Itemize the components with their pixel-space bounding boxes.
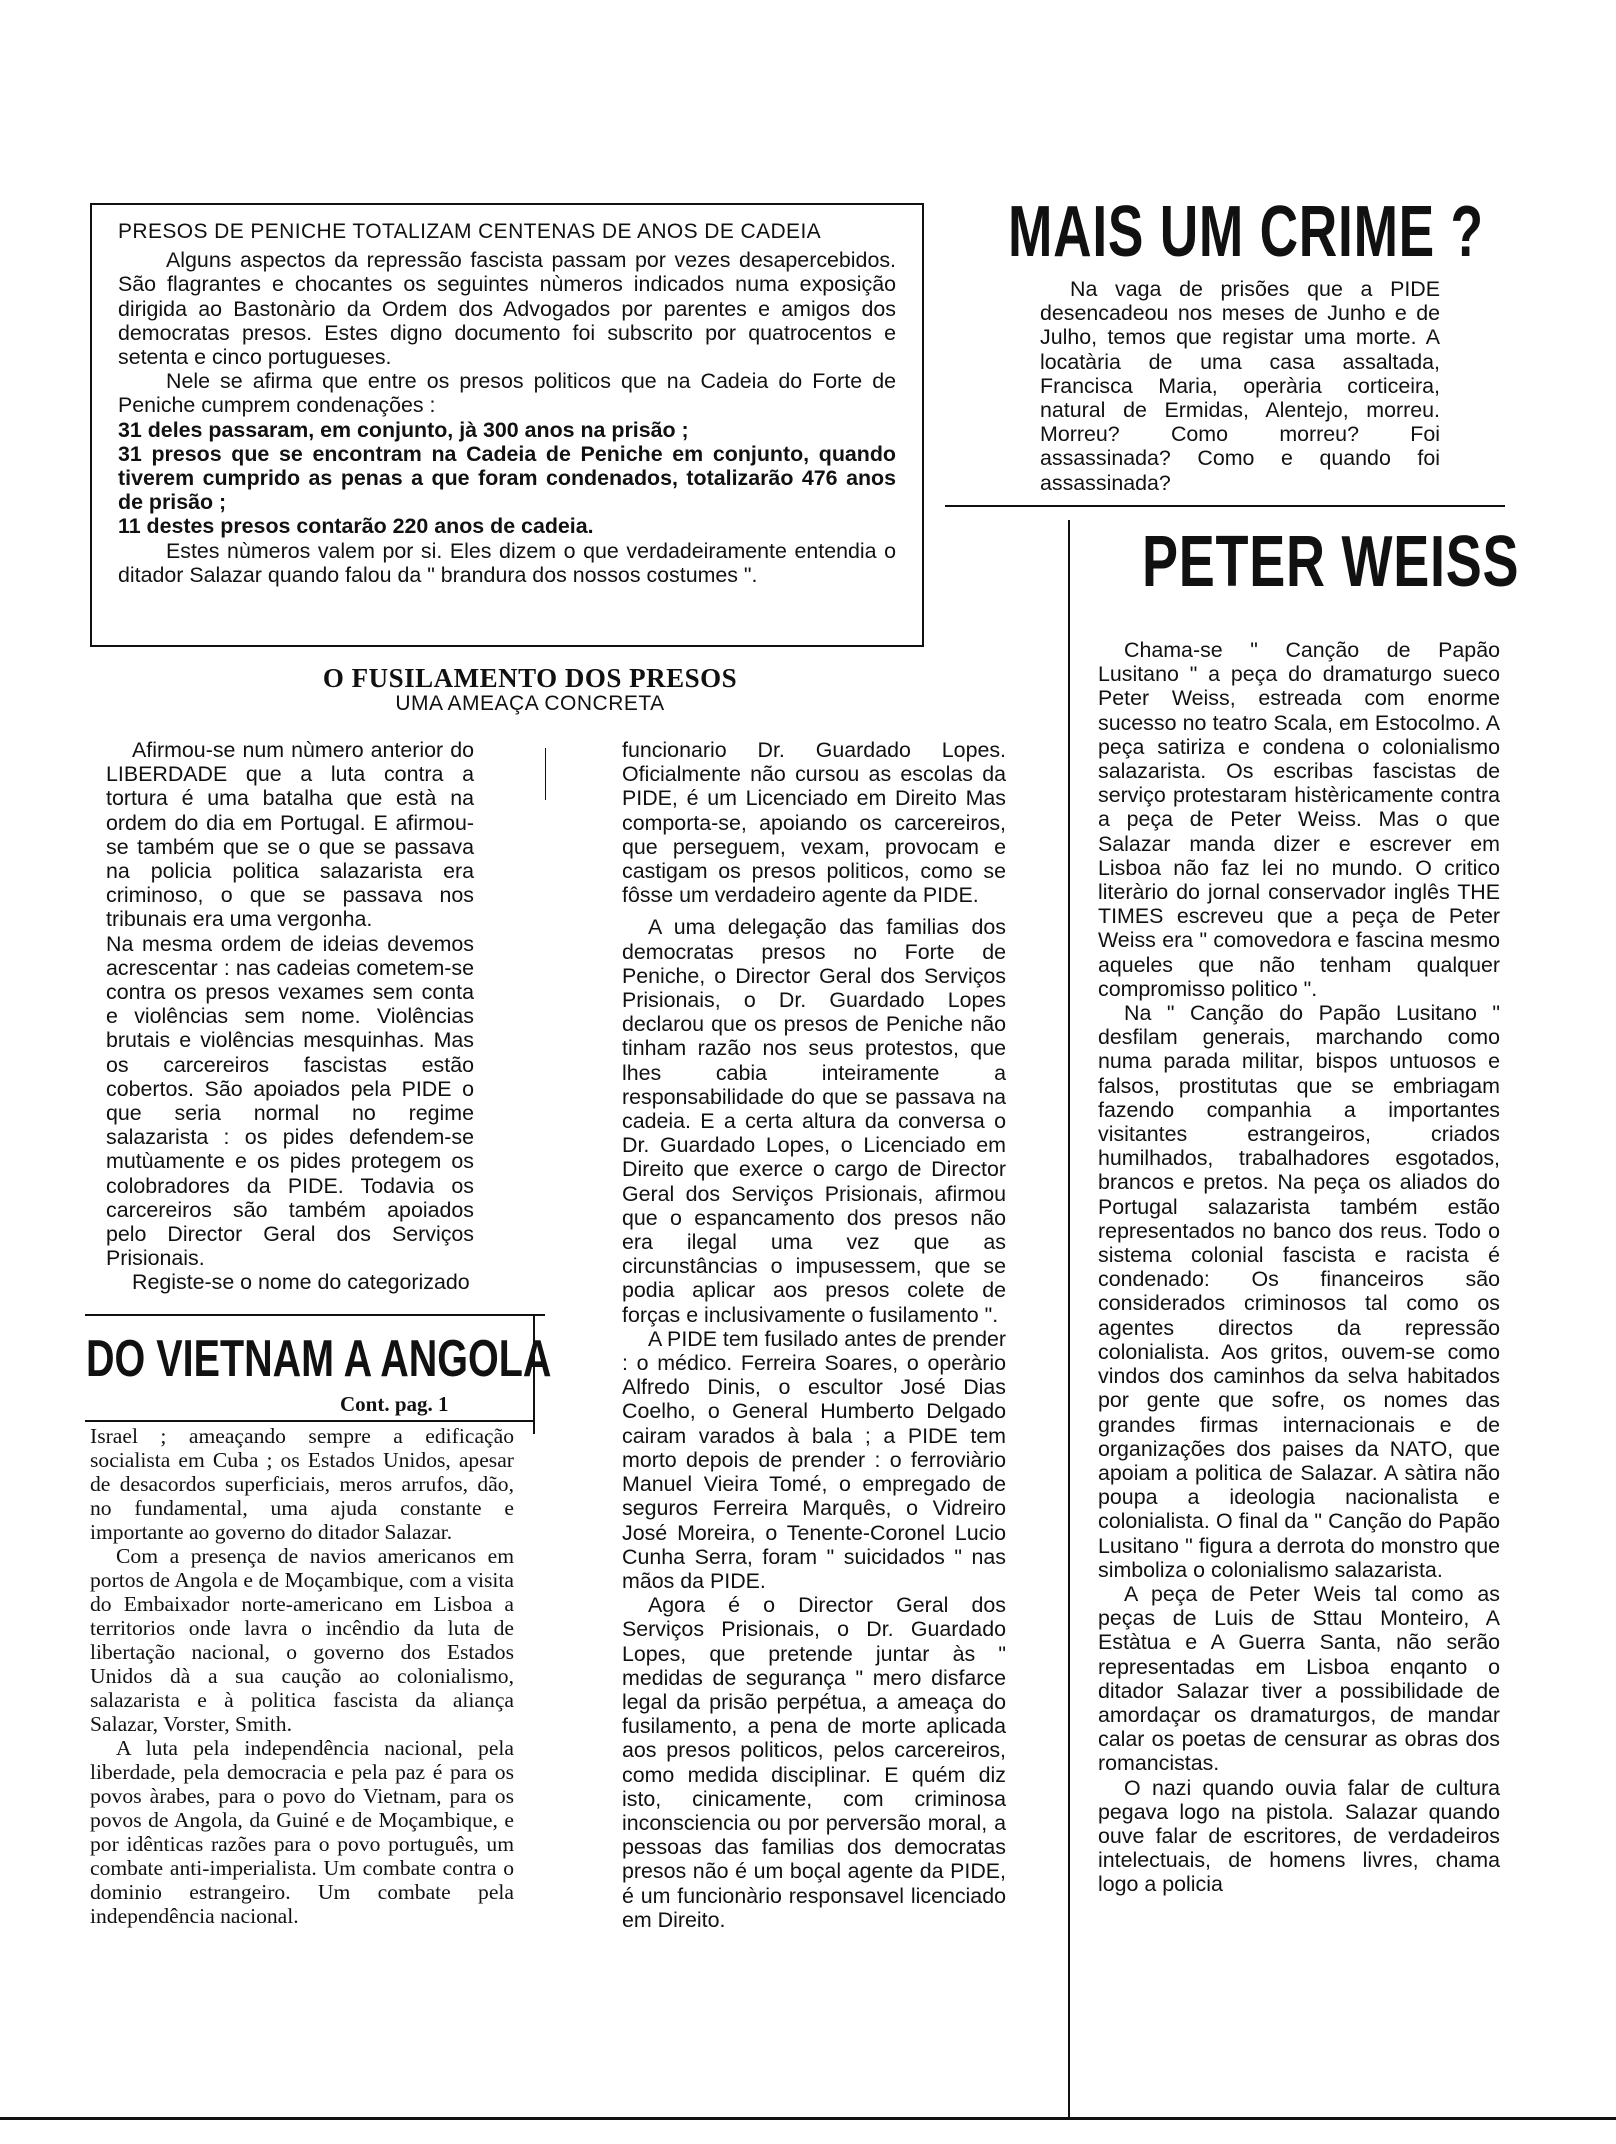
vietnam-cont: Cont. pag. 1 bbox=[340, 1392, 449, 1416]
fuzil-heading bbox=[230, 664, 830, 716]
peniche-title: PRESOS DE PENICHE TOTALIZAM CENTENAS DE ANOS DE CADEIA bbox=[118, 220, 822, 243]
peniche-paragraph: Alguns aspectos da repressão fascista passam por vezes desapercebidos. São flagrantes e chocantes os seguintes nùmeros indicados numa exposição dirigida ao Bastonàrio da Ordem dos Advogados por parentes e amigos dos democratas presos. Estes digno documento foi subscrito por quatrocentos e setenta e cinco portugueses. bbox=[118, 248, 896, 370]
weiss-headline: PETER WEISS bbox=[1142, 522, 1520, 602]
fuzil-subtitle: UMA AMEAÇA CONCRETA bbox=[395, 692, 665, 715]
fuzil-title: O FUSILAMENTO DOS PRESOS bbox=[322, 663, 738, 693]
vietnam-paragraph: A luta pela independência nacional, pela liberdade, pela democracia e pela paz é para os povos àrabes, para o povo do Vietnam, para os povos de Angola, da Guiné e de Moçambique, e por idênticas razões para o povo português, um combate anti-imperialista. Um combate contra o dominio estrangeiro. Um combate pela independência nacional. bbox=[90, 1736, 514, 1928]
weiss-top-rule bbox=[945, 505, 1505, 507]
vietnam-paragraph: Israel ; ameaçando sempre a edificação socialista em Cuba ; os Estados Unidos, apesar de desacordos superficiais, meros arrufos, dão, no fundamental, uma ajuda constante e importante ao governo do ditador Salazar. bbox=[90, 1424, 514, 1544]
peniche-article bbox=[118, 220, 896, 587]
peniche-paragraph: Nele se afirma que entre os presos politicos que na Cadeia do Forte de Peniche cumprem condenações : bbox=[118, 369, 896, 418]
crime-article bbox=[1040, 277, 1440, 495]
fuzil-paragraph: Na mesma ordem de ideias devemos acrescentar : nas cadeias cometem-se contra os presos vexames sem conta e violências sem nome. Violências brutais e violências mesquinhas. Mas os carcereiros fascistas estão cobertos. São apoiados pela PIDE o que seria normal no regime salazarista : os pides defendem-se mutùamente e os pides protegem os colobradores da PIDE. Todavia os carcereiros são também apoiados pelo Director Geral dos Serviços Prisionais. bbox=[106, 931, 474, 1271]
fuzil-paragraph: funcionario Dr. Guardado Lopes. Oficialmente não cursou as escolas da PIDE, é um Licenciado em Direito Mas comporta-se, apoiando os carcereiros, que perseguem, vexam, provocam e castigam os presos politicos, como se fôsse um verdadeiro agente da PIDE. bbox=[622, 738, 1006, 908]
vietnam-mid-rule bbox=[85, 1420, 535, 1422]
crime-headline: MAIS UM CRIME ? bbox=[1008, 192, 1484, 272]
weiss-headline-wrap bbox=[1142, 522, 1520, 602]
vietnam-headline-wrap bbox=[86, 1330, 552, 1388]
vietnam-top-rule bbox=[85, 1314, 545, 1316]
peniche-fact: 31 deles passaram, em conjunto, jà 300 anos na prisão ; bbox=[118, 417, 689, 442]
fuzil-paragraph: A PIDE tem fusilado antes de prender : o médico. Ferreira Soares, o operàrio Alfredo Dinis, o escultor José Dias Coelho, o General Humberto Delgado cairam varados à bala ; a PIDE tem morto depois de prender : o ferroviàrio Manuel Vieira Tomé, o empregado de seguros Ferreira Marquês, o Vidreiro José Moreira, o Tenente-Coronel Lucio Cunha Serra, foram " suicidados " nas mãos da PIDE. bbox=[622, 1326, 1006, 1593]
vietnam-headline: DO VIETNAM A ANGOLA bbox=[86, 1330, 552, 1388]
page-bottom-rule bbox=[0, 2117, 1616, 2120]
peniche-fact: 11 destes presos contarão 220 anos de cadeia. bbox=[118, 514, 594, 539]
weiss-article bbox=[1098, 638, 1500, 1897]
crime-headline-wrap bbox=[1008, 192, 1508, 272]
peniche-fact: 31 presos que se encontram na Cadeia de Peniche em conjunto, quando tiverem cumprido as penas a que foram condenados, totalizarão 476 anos de prisão ; bbox=[118, 441, 896, 515]
vietnam-paragraph: Com a presença de navios americanos em portos de Angola e de Moçambique, com a visita do Embaixador norte-americano em Lisboa a territorios onde lavra o incêndio da luta de libertação nacional, o governo dos Estados Unidos dà a sua caução ao colonialismo, salazarista e à politica fascista da aliança Salazar, Vorster, Smith. bbox=[90, 1544, 514, 1736]
fuzil-paragraph: Agora é o Director Geral dos Serviços Prisionais, o Dr. Guardado Lopes, que pretende juntar às " medidas de segurança " mero disfarce legal da prisão perpétua, a ameaça do fusilamento, a pena de morte aplicada aos presos politicos, pelos carcereiros, como medida disciplinar. E quém diz isto, cinicamente, com criminosa inconsciencia ou por perversão moral, a pessoas das familias dos democratas presos não é um boçal agente da PIDE, é um funcionàrio responsavel licenciado em Direito. bbox=[622, 1593, 1006, 1932]
fuzil-column-1 bbox=[106, 738, 474, 1295]
peniche-paragraph: Estes nùmeros valem por si. Eles dizem o que verdadeiramente entendia o ditador Salazar quando falou da " brandura dos nossos costumes ". bbox=[118, 538, 896, 587]
fuzil-paragraph: Registe-se o nome do categorizado bbox=[132, 1270, 470, 1295]
weiss-paragraph: A peça de Peter Weis tal como as peças de Luis de Sttau Monteiro, A Estàtua e A Guerra Santa, não serão representadas em Lisboa enqanto o ditador Salazar tiver a possibilidade de amordaçar os dramaturgos, de mandar calar os poetas de censurar as obras dos romancistas. bbox=[1098, 1581, 1500, 1776]
crime-text: Na vaga de prisões que a PIDE desencadeou nos meses de Junho e de Julho, temos que registar uma morte. A locatària de uma casa assaltada, Francisca Maria, operària corticeira, natural de Ermidas, Alentejo, morreu. Morreu? Como morreu? Foi assassinada? Como e quando foi assassinada? bbox=[1040, 277, 1440, 495]
weiss-side-rule bbox=[1068, 520, 1070, 2120]
weiss-paragraph: Chama-se " Canção de Papão Lusitano " a peça do dramaturgo sueco Peter Weiss, estreada com enorme sucesso no teatro Scala, em Estocolmo. A peça satiriza e condena o colonialismo salazarista. Os escribas fascistas de serviço protestaram histèricamente contra a peça de Peter Weiss. Mas o que Salazar manda dizer e escrever em Lisboa não faz lei no mundo. O critico literàrio do jornal conservador inglês THE TIMES escreveu que a peça de Peter Weiss era " comovedora e fascina mesmo aqueles que não tenham qualquer compromisso politico ". bbox=[1098, 638, 1500, 1001]
fuzil-column-rule bbox=[545, 748, 546, 800]
weiss-paragraph: Na " Canção do Papão Lusitano " desfilam generais, marchando como numa parada militar, bispos untuosos e falsos, prostitutas que se embriagam fazendo companhia a importantes visitantes estrangeiros, criados humilhados, trabalhadores esgotados, brancos e pretos. Na peça os aliados do Portugal salazarista também estão representados no banco dos reus. Todo o sistema colonial fascista e racista é condenado: Os financeiros são considerados criminosos tal como os agentes directos da repressão colonialista. Aos gritos, ouvem-se como vindos dos caminhos da selva habitados por gente que sofre, os nomes das grandes firmas internacionais e de organizações dos paises da NATO, que apoiam a politica de Salazar. A sàtira não poupa a ideologia nacionalista e colonialista. O final da " Canção do Papão Lusitano " figura a derrota do monstro que simboliza o colonialismo salazarista. bbox=[1098, 1001, 1500, 1582]
fuzil-paragraph: Afirmou-se num nùmero anterior do LIBERDADE que a luta contra a tortura é uma batalha que està na ordem do dia em Portugal. E afirmou-se também que se o que se passava na policia politica salazarista era criminoso, o que se passava nos tribunais era uma vergonha. bbox=[106, 738, 474, 932]
weiss-paragraph: O nazi quando ouvia falar de cultura pegava logo na pistola. Salazar quando ouve falar de escritores, de verdadeiros intelectuais, de homens livres, chama logo a policia bbox=[1098, 1775, 1500, 1897]
fuzil-column-2 bbox=[622, 738, 1006, 1932]
vietnam-article bbox=[90, 1424, 514, 1928]
fuzil-paragraph: A uma delegação das familias dos democratas presos no Forte de Peniche, o Director Geral dos Serviços Prisionais, o Dr. Guardado Lopes declarou que os presos de Peniche não tinham razão nos seus protestos, que lhes cabia inteiramente a responsabilidade do que se passava na cadeia. E a certa altura da conversa o Dr. Guardado Lopes, o Licenciado em Direito que exerce o cargo de Director Geral dos Serviços Prisionais, afirmou que o espancamento dos presos não era ilegal uma vez que as circunstâncias o impusessem, que se podia aplicar aos presos colete de forças e inclusivamente o fusilamento ". bbox=[622, 915, 1006, 1327]
